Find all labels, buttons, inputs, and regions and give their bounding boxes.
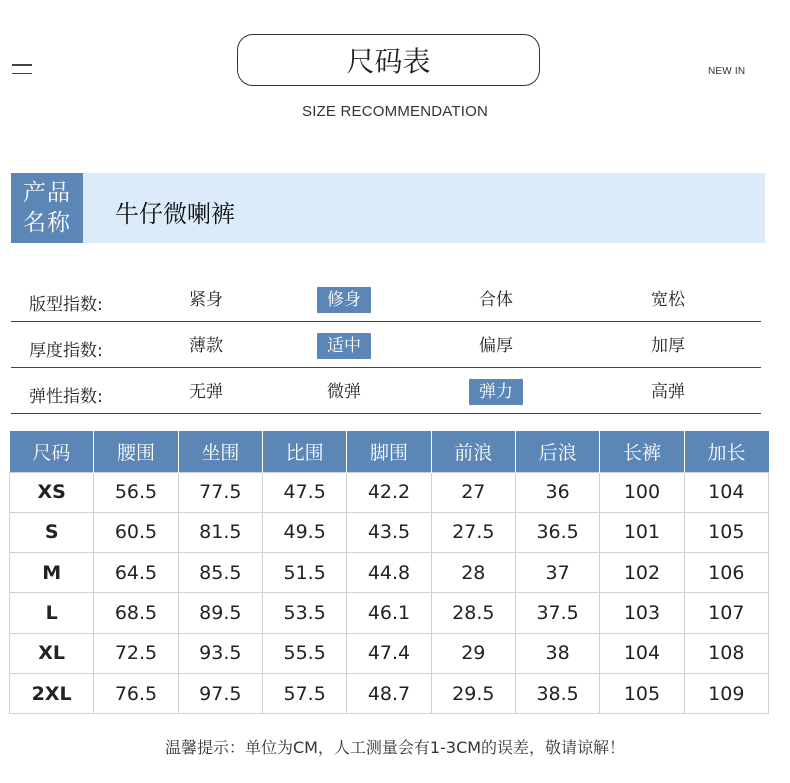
measurement-cell: 97.5 [178, 673, 262, 713]
table-row [10, 553, 769, 593]
index-row-thickness [11, 322, 761, 368]
measurement-cell: 29.5 [431, 673, 515, 713]
measurement-cell: 38 [515, 633, 599, 673]
measurement-cell: 105 [600, 673, 684, 713]
index-option-selected: 修身 [317, 287, 371, 313]
measurement-cell: 105 [684, 512, 768, 552]
index-label: 版型指数: [29, 295, 103, 315]
index-option-selected: 弹力 [469, 379, 523, 405]
measurement-cell: 36 [515, 472, 599, 512]
measurement-cell: 104 [684, 472, 768, 512]
measurement-cell: 108 [684, 633, 768, 673]
table-row [10, 633, 769, 673]
index-option-selected: 适中 [317, 333, 371, 359]
index-option: 紧身 [189, 290, 223, 310]
product-tag-line1: 产品 [23, 180, 71, 206]
column-header: 后浪 [515, 431, 599, 472]
index-option: 合体 [479, 290, 513, 310]
measurement-cell: 106 [684, 553, 768, 593]
table-row [10, 512, 769, 552]
measurement-cell: 49.5 [262, 512, 346, 552]
column-header: 脚围 [347, 431, 431, 472]
index-option: 宽松 [651, 290, 685, 310]
measurement-cell: 51.5 [262, 553, 346, 593]
measurement-cell: 76.5 [94, 673, 178, 713]
measurement-cell: 28 [431, 553, 515, 593]
index-option: 无弹 [189, 382, 223, 402]
table-row [10, 472, 769, 512]
measurement-cell: 104 [600, 633, 684, 673]
index-option: 偏厚 [479, 336, 513, 356]
measurement-cell: 100 [600, 472, 684, 512]
measurement-cell: 60.5 [94, 512, 178, 552]
measurement-cell: 77.5 [178, 472, 262, 512]
product-tag [11, 173, 83, 243]
index-row-fit [11, 276, 761, 322]
index-label: 厚度指数: [29, 341, 103, 361]
index-option: 微弹 [327, 382, 361, 402]
table-row [10, 673, 769, 713]
divider [11, 413, 761, 415]
column-header: 前浪 [431, 431, 515, 472]
column-header: 比围 [262, 431, 346, 472]
index-option: 薄款 [189, 336, 223, 356]
measurement-cell: 101 [600, 512, 684, 552]
measurement-cell: 47.4 [347, 633, 431, 673]
measurement-cell: 47.5 [262, 472, 346, 512]
table-header-row [10, 431, 769, 472]
measurement-cell: 37 [515, 553, 599, 593]
measurement-cell: 68.5 [94, 593, 178, 633]
column-header: 尺码 [10, 431, 94, 472]
measurement-note: 温馨提示：单位为CM，人工测量会有1-3CM的误差，敬请谅解！ [164, 738, 626, 757]
product-tag-line2: 名称 [23, 210, 71, 236]
measurement-cell: 42.2 [347, 472, 431, 512]
measurement-cell: 27.5 [431, 512, 515, 552]
column-header: 坐围 [178, 431, 262, 472]
measurement-cell: 109 [684, 673, 768, 713]
measurement-cell: 48.7 [347, 673, 431, 713]
index-label: 弹性指数: [29, 387, 103, 407]
measurement-cell: 37.5 [515, 593, 599, 633]
size-cell: L [10, 593, 94, 633]
measurement-cell: 107 [684, 593, 768, 633]
measurement-cell: 56.5 [94, 472, 178, 512]
product-name: 牛仔微喇裤 [115, 200, 235, 228]
measurement-cell: 43.5 [347, 512, 431, 552]
measurement-cell: 29 [431, 633, 515, 673]
measurement-cell: 93.5 [178, 633, 262, 673]
column-header: 加长 [684, 431, 768, 472]
product-name-bar [11, 173, 765, 243]
measurement-cell: 64.5 [94, 553, 178, 593]
size-cell: XS [10, 472, 94, 512]
page-title-text: 尺码表 [346, 45, 431, 78]
column-header: 腰围 [94, 431, 178, 472]
measurement-cell: 57.5 [262, 673, 346, 713]
page-subtitle: SIZE RECOMMENDATION [301, 103, 489, 120]
measurement-cell: 102 [600, 553, 684, 593]
menu-icon[interactable] [12, 64, 32, 76]
size-table [9, 431, 769, 714]
measurement-cell: 36.5 [515, 512, 599, 552]
measurement-cell: 81.5 [178, 512, 262, 552]
index-option: 加厚 [651, 336, 685, 356]
size-cell: S [10, 512, 94, 552]
measurement-cell: 55.5 [262, 633, 346, 673]
index-row-elasticity [11, 368, 761, 414]
measurement-cell: 103 [600, 593, 684, 633]
measurement-cell: 27 [431, 472, 515, 512]
measurement-cell: 89.5 [178, 593, 262, 633]
column-header: 长裤 [600, 431, 684, 472]
size-cell: 2XL [10, 673, 94, 713]
new-in-label: NEW IN [708, 66, 746, 77]
size-cell: M [10, 553, 94, 593]
size-cell: XL [10, 633, 94, 673]
page-title [237, 34, 540, 86]
measurement-cell: 85.5 [178, 553, 262, 593]
measurement-cell: 72.5 [94, 633, 178, 673]
table-row [10, 593, 769, 633]
measurement-cell: 38.5 [515, 673, 599, 713]
measurement-cell: 53.5 [262, 593, 346, 633]
measurement-cell: 44.8 [347, 553, 431, 593]
index-option: 高弹 [651, 382, 685, 402]
measurement-cell: 28.5 [431, 593, 515, 633]
measurement-cell: 46.1 [347, 593, 431, 633]
